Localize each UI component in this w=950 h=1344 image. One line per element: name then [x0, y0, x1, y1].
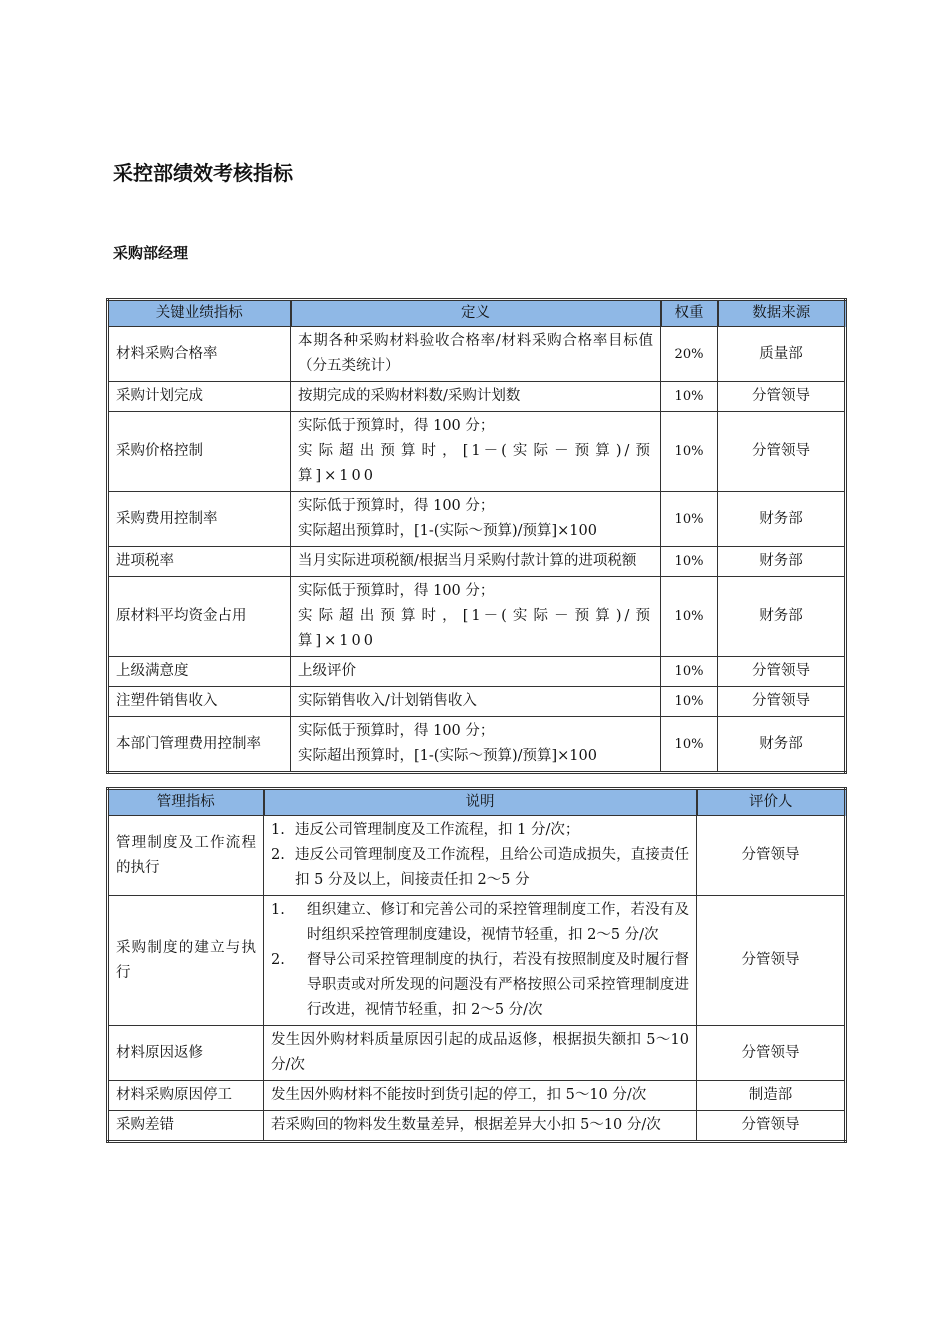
mgmt-evaluator: 制造部: [697, 1081, 846, 1111]
kpi-source: 财务部: [718, 577, 846, 657]
mgmt-header-description: 说明: [264, 789, 697, 816]
kpi-source: 分管领导: [718, 687, 846, 717]
list-item: [271, 818, 689, 843]
kpi-weight: 10%: [661, 687, 718, 717]
list-item: [271, 843, 689, 893]
description-list: [271, 818, 689, 893]
kpi-weight: 10%: [661, 412, 718, 492]
kpi-header-source: 数据来源: [718, 300, 846, 327]
list-item: [271, 948, 689, 1023]
kpi-definition: [291, 577, 661, 657]
kpi-weight: 20%: [661, 327, 718, 382]
kpi-table: [106, 298, 847, 774]
kpi-indicator: 进项税率: [108, 547, 291, 577]
mgmt-evaluator: 分管领导: [697, 1026, 846, 1081]
kpi-weight: 10%: [661, 717, 718, 773]
kpi-source: 分管领导: [718, 657, 846, 687]
definition-line: 实际低于预算时，得 100 分；: [298, 723, 495, 739]
list-text: 督导公司采控管理制度的执行，若没有按照制度及时履行督导职责或对所发现的问题没有严格按照公司采控管理制度进行改进，视情节轻重，扣 2～5 分/次: [307, 952, 689, 1018]
table-row: [108, 717, 846, 773]
kpi-header-indicator: 关键业绩指标: [108, 300, 291, 327]
list-number: 2.: [271, 847, 285, 863]
kpi-definition: 实际销售收入/计划销售收入: [291, 687, 661, 717]
section-title: 采购部经理: [113, 244, 189, 262]
kpi-indicator: 采购计划完成: [108, 382, 291, 412]
kpi-weight: 10%: [661, 492, 718, 547]
kpi-indicator: 采购价格控制: [108, 412, 291, 492]
table-row: [108, 896, 846, 1026]
definition-line: 实际超出预算时，[1－(实际－预算)/预算]×100: [298, 443, 653, 484]
mgmt-description: 发生因外购材料不能按时到货引起的停工，扣 5～10 分/次: [264, 1081, 697, 1111]
kpi-indicator: 采购费用控制率: [108, 492, 291, 547]
mgmt-indicator: 管理制度及工作流程的执行: [108, 816, 264, 896]
definition-line: 实际超出预算时，[1-(实际～预算)/预算]×100: [298, 523, 597, 539]
kpi-indicator: 材料采购合格率: [108, 327, 291, 382]
kpi-source: 质量部: [718, 327, 846, 382]
kpi-weight: 10%: [661, 382, 718, 412]
kpi-definition: 当月实际进项税额/根据当月采购付款计算的进项税额: [291, 547, 661, 577]
kpi-weight: 10%: [661, 577, 718, 657]
mgmt-indicator: 采购制度的建立与执行: [108, 896, 264, 1026]
table-row: [108, 577, 846, 657]
mgmt-indicator: 采购差错: [108, 1111, 264, 1142]
list-number: 2.: [271, 952, 285, 968]
kpi-indicator: 上级满意度: [108, 657, 291, 687]
table-row: [108, 1081, 846, 1111]
list-number: 1.: [271, 902, 285, 918]
kpi-definition: [291, 492, 661, 547]
kpi-definition: 按期完成的采购材料数/采购计划数: [291, 382, 661, 412]
list-text: 违反公司管理制度及工作流程，且给公司造成损失，直接责任扣 5 分及以上，间接责任扣 2～5 分: [295, 847, 689, 888]
table-row: [108, 492, 846, 547]
mgmt-header-evaluator: 评价人: [697, 789, 846, 816]
mgmt-description: 发生因外购材料质量原因引起的成品返修，根据损失额扣 5～10 分/次: [264, 1026, 697, 1081]
kpi-definition: [291, 412, 661, 492]
list-text: 违反公司管理制度及工作流程，扣 1 分/次；: [295, 822, 580, 838]
table-row: [108, 382, 846, 412]
kpi-source: 财务部: [718, 547, 846, 577]
kpi-indicator: 本部门管理费用控制率: [108, 717, 291, 773]
page-title: 采控部绩效考核指标: [113, 161, 293, 185]
mgmt-description: 若采购回的物料发生数量差异，根据差异大小扣 5～10 分/次: [264, 1111, 697, 1142]
table-row: [108, 1111, 846, 1142]
mgmt-description: [264, 816, 697, 896]
definition-line: 实际低于预算时，得 100 分；: [298, 418, 495, 434]
mgmt-evaluator: 分管领导: [697, 1111, 846, 1142]
kpi-source: 财务部: [718, 492, 846, 547]
definition-line: 实际超出预算时，[1－(实际－预算)/预算]×100: [298, 608, 653, 649]
mgmt-evaluator: 分管领导: [697, 896, 846, 1026]
table-row: [108, 327, 846, 382]
kpi-definition: 上级评价: [291, 657, 661, 687]
table-row: [108, 816, 846, 896]
kpi-indicator: 注塑件销售收入: [108, 687, 291, 717]
kpi-definition: [291, 717, 661, 773]
mgmt-evaluator: 分管领导: [697, 816, 846, 896]
mgmt-header-indicator: 管理指标: [108, 789, 264, 816]
mgmt-header-row: [108, 789, 846, 816]
table-row: [108, 547, 846, 577]
table-row: [108, 687, 846, 717]
list-item: [271, 898, 689, 948]
list-text: 组织建立、修订和完善公司的采控管理制度工作，若没有及时组织采控管理制度建设，视情节轻重，扣 2～5 分/次: [307, 902, 689, 943]
kpi-source: 财务部: [718, 717, 846, 773]
kpi-definition: 本期各种采购材料验收合格率/材料采购合格率目标值（分五类统计）: [291, 327, 661, 382]
kpi-weight: 10%: [661, 547, 718, 577]
table-row: [108, 412, 846, 492]
kpi-header-definition: 定义: [291, 300, 661, 327]
definition-line: 实际低于预算时，得 100 分；: [298, 498, 495, 514]
kpi-source: 分管领导: [718, 382, 846, 412]
table-row: [108, 1026, 846, 1081]
kpi-header-weight: 权重: [661, 300, 718, 327]
mgmt-indicator: 材料原因返修: [108, 1026, 264, 1081]
mgmt-table: [106, 787, 847, 1143]
table-row: [108, 657, 846, 687]
list-number: 1.: [271, 822, 285, 838]
kpi-header-row: [108, 300, 846, 327]
definition-line: 实际超出预算时，[1-(实际～预算)/预算]×100: [298, 748, 597, 764]
kpi-weight: 10%: [661, 657, 718, 687]
description-list: [271, 898, 689, 1023]
kpi-indicator: 原材料平均资金占用: [108, 577, 291, 657]
mgmt-indicator: 材料采购原因停工: [108, 1081, 264, 1111]
definition-line: 实际低于预算时，得 100 分；: [298, 583, 495, 599]
mgmt-description: [264, 896, 697, 1026]
kpi-source: 分管领导: [718, 412, 846, 492]
